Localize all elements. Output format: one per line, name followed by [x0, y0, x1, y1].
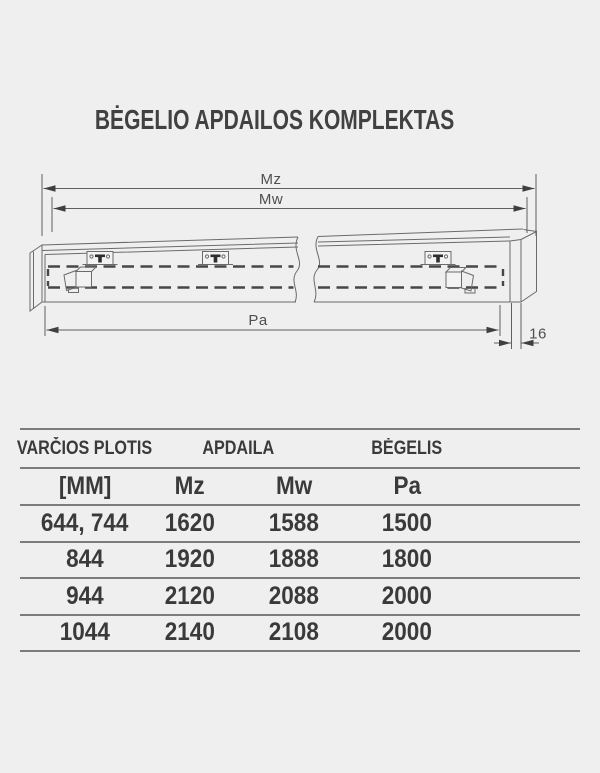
rail-right-end-cap — [521, 232, 537, 303]
column-header-mw: Mw — [275, 472, 313, 500]
dimensions-table — [17, 428, 580, 652]
table-column-header-row — [20, 469, 580, 506]
group-header-spacer — [456, 430, 580, 467]
cell-door-width: 944 — [66, 581, 104, 610]
rail-left-segment — [30, 237, 300, 311]
rail-technical-drawing — [0, 160, 600, 360]
mounting-clip — [83, 252, 118, 265]
rail-right-segment — [314, 229, 537, 302]
dimension-mz — [42, 171, 536, 236]
cell-mz: 2140 — [164, 618, 216, 647]
group-header-door-width: VARČIOS PLOTIS — [17, 437, 153, 459]
table-row — [20, 579, 580, 616]
dim-label-mw: Mw — [258, 191, 284, 208]
cell-mw: 2108 — [268, 618, 320, 647]
cell-mw: 2088 — [268, 581, 320, 610]
cell-mw: 1588 — [268, 508, 320, 537]
cell-door-width: 844 — [66, 545, 104, 574]
cell-pa: 1500 — [381, 508, 433, 537]
cell-mz: 1920 — [164, 545, 216, 574]
table-group-header-row — [17, 430, 580, 469]
mounting-clip — [198, 252, 233, 265]
page-title — [0, 104, 550, 136]
dim-label-end-width: 16 — [529, 325, 547, 343]
dim-label-pa: Pa — [248, 312, 268, 329]
table-row — [20, 506, 580, 543]
column-header-unit: [MM] — [58, 472, 112, 500]
page-title-text: BĖGELIO APDAILOS KOMPLEKTAS — [95, 104, 455, 135]
table-row — [20, 616, 580, 653]
group-header-rail: BĖGELIS — [371, 437, 443, 459]
end-latch-right — [446, 268, 475, 294]
group-header-trim: APDAILA — [202, 437, 274, 459]
column-header-pa: Pa — [393, 472, 421, 500]
cell-door-width: 1044 — [59, 618, 111, 647]
table-row — [20, 543, 580, 580]
dim-label-mz: Mz — [260, 171, 282, 188]
cell-pa: 2000 — [381, 618, 433, 647]
cell-door-width: 644, 744 — [41, 508, 129, 537]
rail-left-end-cap — [30, 245, 42, 311]
cell-mw: 1888 — [268, 545, 320, 574]
column-header-mz: Mz — [174, 472, 205, 500]
cell-pa: 2000 — [381, 581, 433, 610]
dimension-end-width — [494, 303, 547, 349]
cell-pa: 1800 — [381, 545, 433, 574]
cell-mz: 1620 — [164, 508, 216, 537]
dimension-mw — [52, 191, 527, 233]
dimension-pa — [45, 305, 500, 336]
mounting-clip — [421, 252, 456, 265]
cell-mz: 2120 — [164, 581, 216, 610]
